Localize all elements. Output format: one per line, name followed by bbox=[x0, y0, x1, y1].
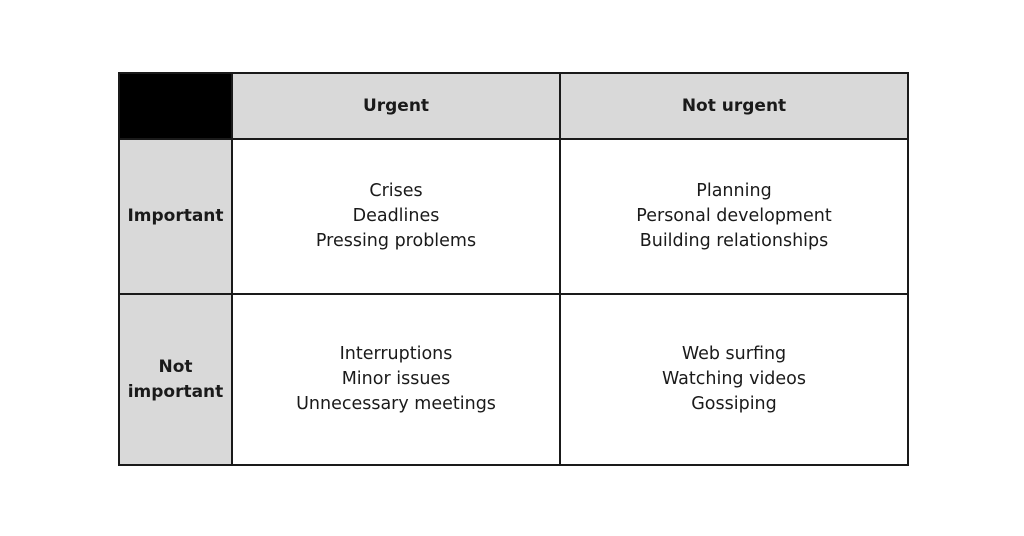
list-item: Web surfing bbox=[681, 344, 787, 364]
list-item: Personal development bbox=[636, 206, 832, 226]
list-item: Unnecessary meetings bbox=[296, 394, 496, 414]
list-item: Planning bbox=[696, 181, 772, 201]
priority-matrix bbox=[118, 72, 909, 466]
column-header-urgent: Urgent bbox=[232, 73, 560, 139]
row-header-line: Not bbox=[158, 356, 193, 377]
cell-important-not-urgent bbox=[560, 139, 908, 294]
row-not-important bbox=[119, 294, 908, 465]
list-item: Crises bbox=[369, 181, 423, 201]
row-header-line: important bbox=[127, 381, 224, 402]
cell-not-important-not-urgent bbox=[560, 294, 908, 465]
cell-not-important-urgent bbox=[232, 294, 560, 465]
corner-cell bbox=[119, 73, 232, 139]
header-row bbox=[119, 73, 908, 139]
list-item: Minor issues bbox=[341, 369, 451, 389]
list-item: Building relationships bbox=[639, 231, 829, 251]
row-header-not-important bbox=[119, 294, 232, 465]
list-item: Gossiping bbox=[691, 394, 777, 414]
list-item: Interruptions bbox=[339, 344, 453, 364]
row-header-line: Important bbox=[127, 206, 224, 226]
column-header-not-urgent: Not urgent bbox=[560, 73, 908, 139]
list-item: Deadlines bbox=[352, 206, 440, 226]
list-item: Watching videos bbox=[661, 369, 807, 389]
row-header-important bbox=[119, 139, 232, 294]
cell-important-urgent bbox=[232, 139, 560, 294]
row-important bbox=[119, 139, 908, 294]
list-item: Pressing problems bbox=[315, 231, 477, 251]
